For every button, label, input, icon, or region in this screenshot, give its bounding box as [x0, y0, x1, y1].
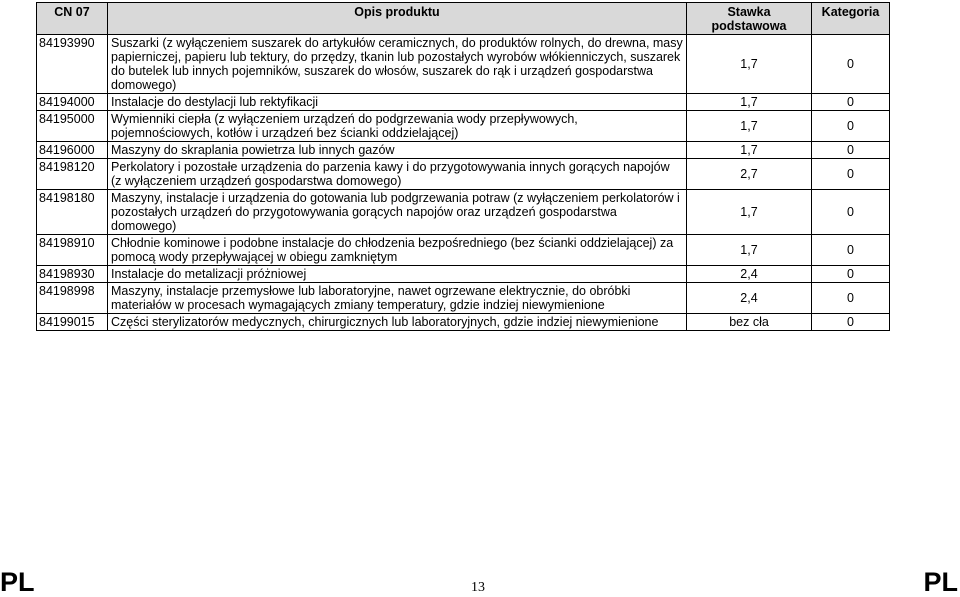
cn-code-cell: 84193990	[37, 35, 108, 94]
category-cell: 0	[812, 235, 890, 266]
rate-cell: 2,4	[687, 266, 812, 283]
table-row	[37, 142, 890, 159]
table-row	[37, 314, 890, 331]
table-row	[37, 283, 890, 314]
table-row	[37, 235, 890, 266]
description-cell: Chłodnie kominowe i podobne instalacje do chłodzenia bezpośredniego (bez ścianki oddzielającej) za pomocą wody przepływającej w obiegu zamkniętym	[108, 235, 687, 266]
cn-code-cell: 84198930	[37, 266, 108, 283]
table-header-row	[37, 3, 890, 35]
category-cell: 0	[812, 111, 890, 142]
header-base-rate: Stawka podstawowa	[687, 3, 812, 35]
cn-code-cell: 84199015	[37, 314, 108, 331]
table-row	[37, 159, 890, 190]
rate-cell: 1,7	[687, 94, 812, 111]
cn-code-cell: 84194000	[37, 94, 108, 111]
cn-code-cell: 84198998	[37, 283, 108, 314]
footer-country-mark-right: PL	[923, 567, 958, 597]
cn-code-cell: 84196000	[37, 142, 108, 159]
category-cell: 0	[812, 266, 890, 283]
rate-cell: bez cła	[687, 314, 812, 331]
page-number: 13	[471, 580, 485, 595]
description-cell: Części sterylizatorów medycznych, chirurgicznych lub laboratoryjnych, gdzie indziej niewymienione	[108, 314, 687, 331]
header-category: Kategoria	[812, 3, 890, 35]
header-description: Opis produktu	[108, 3, 687, 35]
category-cell: 0	[812, 190, 890, 235]
description-cell: Suszarki (z wyłączeniem suszarek do artykułów ceramicznych, do produktów rolnych, do drewna, masy papierniczej, papieru lub tektury, do przędzy, tkanin lub pozostałych wyrobów włókienniczych, suszarek do butelek lub innych pojemników, suszarek do włosów, suszarek do rąk i urządzeń gospodarstwa domowego)	[108, 35, 687, 94]
rate-cell: 1,7	[687, 111, 812, 142]
rate-cell: 1,7	[687, 190, 812, 235]
cn-code-cell: 84198180	[37, 190, 108, 235]
footer-country-mark-left: PL	[0, 567, 35, 597]
cn-code-cell: 84198120	[37, 159, 108, 190]
cn-code-cell: 84195000	[37, 111, 108, 142]
description-cell: Perkolatory i pozostałe urządzenia do parzenia kawy i do przygotowywania innych gorących napojów (z wyłączeniem urządzeń gospodarstwa domowego)	[108, 159, 687, 190]
description-cell: Wymienniki ciepła (z wyłączeniem urządzeń do podgrzewania wody przepływowych, pojemnościowych, kotłów i urządzeń bez ścianki oddzielającej)	[108, 111, 687, 142]
description-cell: Instalacje do destylacji lub rektyfikacji	[108, 94, 687, 111]
rate-cell: 2,7	[687, 159, 812, 190]
category-cell: 0	[812, 94, 890, 111]
category-cell: 0	[812, 314, 890, 331]
description-cell: Maszyny do skraplania powietrza lub innych gazów	[108, 142, 687, 159]
table-row	[37, 35, 890, 94]
description-cell: Maszyny, instalacje i urządzenia do gotowania lub podgrzewania potraw (z wyłączeniem perkolatorów i pozostałych urządzeń do przygotowywania gorących napojów oraz urządzeń gospodarstwa domowego)	[108, 190, 687, 235]
category-cell: 0	[812, 283, 890, 314]
rate-cell: 1,7	[687, 35, 812, 94]
table-row	[37, 94, 890, 111]
rate-cell: 1,7	[687, 235, 812, 266]
table-row	[37, 266, 890, 283]
category-cell: 0	[812, 142, 890, 159]
description-cell: Maszyny, instalacje przemysłowe lub laboratoryjne, nawet ogrzewane elektrycznie, do obróbki materiałów w procesach wymagających zmiany temperatury, gdzie indziej niewymienione	[108, 283, 687, 314]
tariff-table	[36, 2, 890, 331]
description-cell: Instalacje do metalizacji próżniowej	[108, 266, 687, 283]
rate-cell: 1,7	[687, 142, 812, 159]
header-cn07: CN 07	[37, 3, 108, 35]
table-row	[37, 111, 890, 142]
category-cell: 0	[812, 159, 890, 190]
cn-code-cell: 84198910	[37, 235, 108, 266]
category-cell: 0	[812, 35, 890, 94]
table-row	[37, 190, 890, 235]
rate-cell: 2,4	[687, 283, 812, 314]
